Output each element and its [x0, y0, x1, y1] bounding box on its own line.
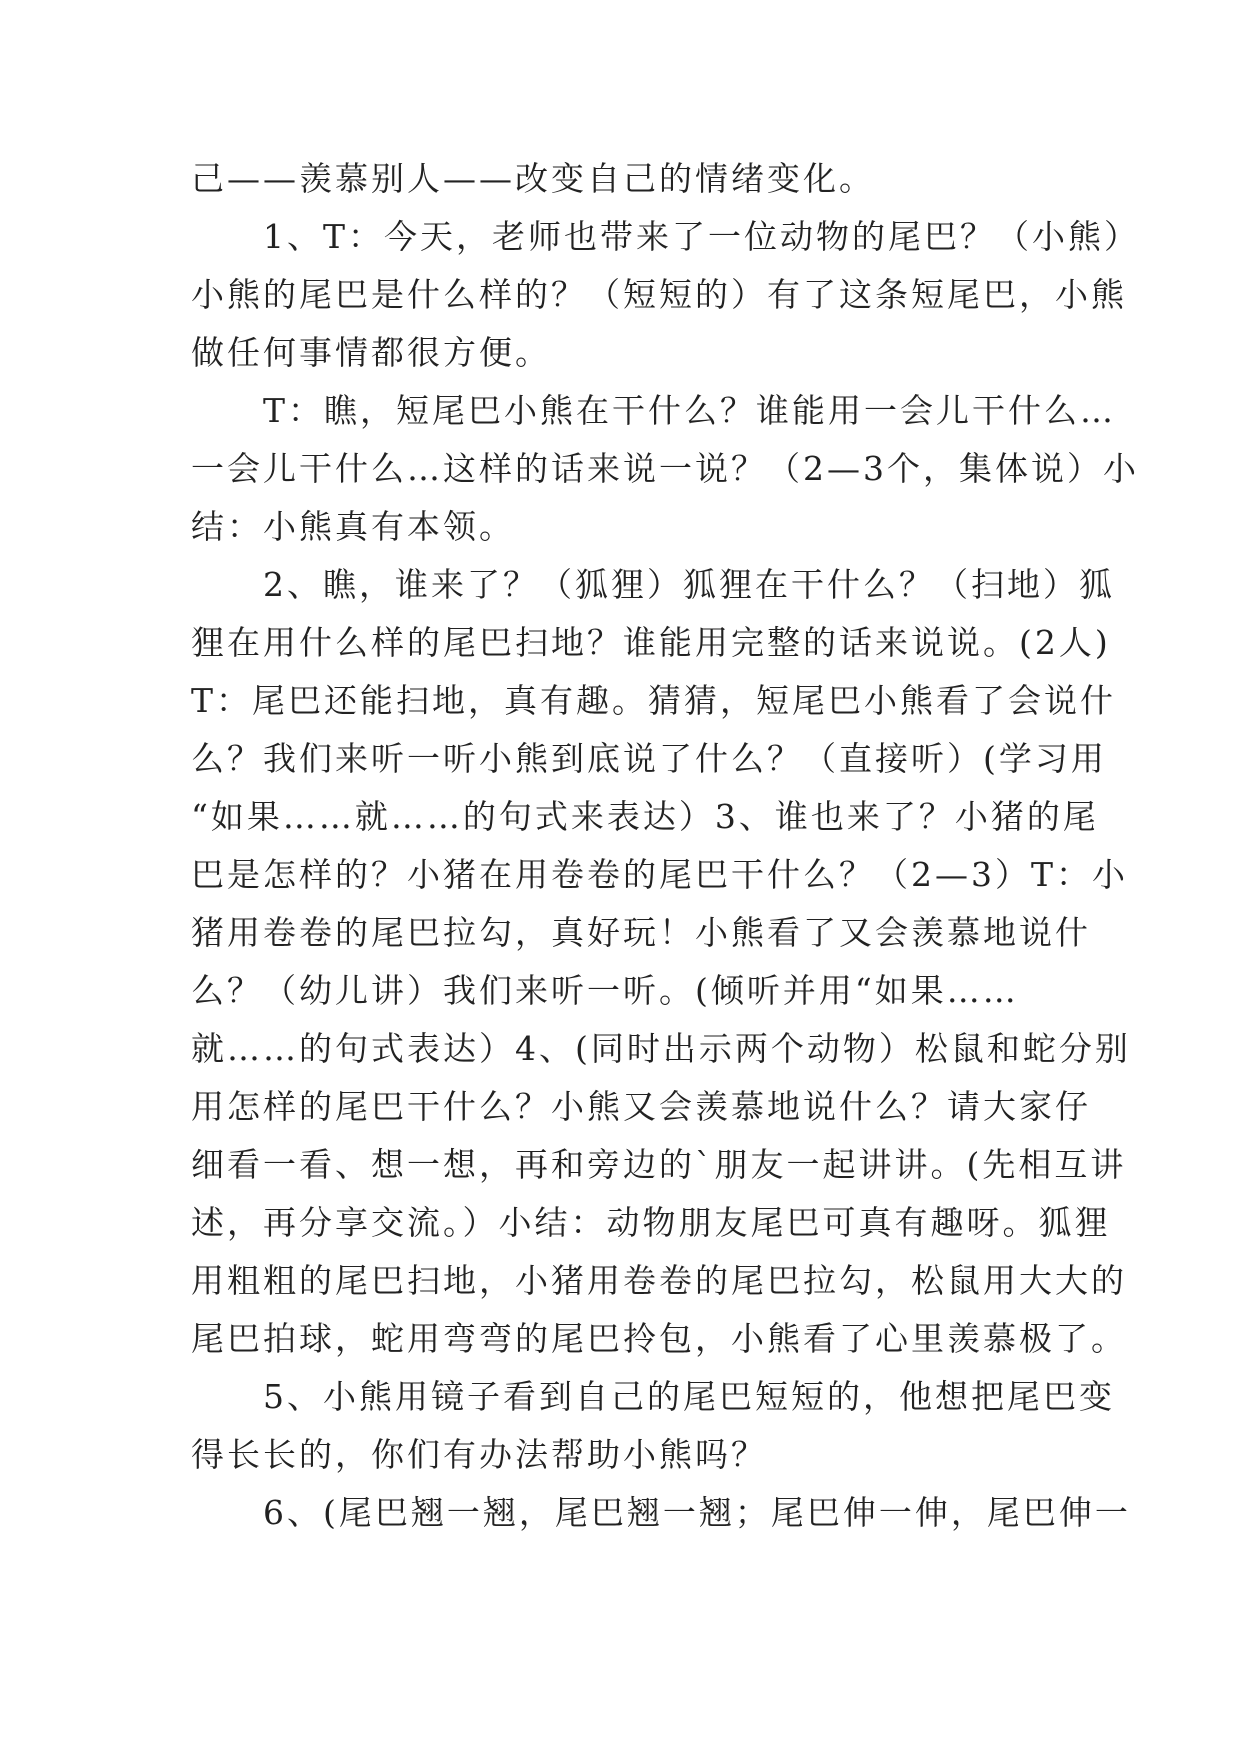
text-line: 尾巴拍球，蛇用弯弯的尾巴拎包，小熊看了心里羡慕极了。	[191, 1319, 1127, 1358]
text-line: 1、T：今天，老师也带来了一位动物的尾巴？（小熊）	[191, 217, 1141, 256]
text-line: 小熊的尾巴是什么样的？（短短的）有了这条短尾巴，小熊	[191, 275, 1127, 314]
text-line: 做任何事情都很方便。	[191, 333, 551, 372]
text-line: 得长长的，你们有办法帮助小熊吗？	[191, 1435, 767, 1474]
text-line: 细看一看、想一想，再和旁边的`朋友一起讲讲。(先相互讲	[191, 1145, 1127, 1184]
text-line: 一会儿干什么…这样的话来说一说？（2—3个，集体说）小	[191, 449, 1139, 488]
text-line: 结：小熊真有本领。	[191, 507, 515, 546]
text-line: 己——羡慕别人——改变自己的情绪变化。	[191, 159, 875, 198]
text-line: 述，再分享交流。）小结：动物朋友尾巴可真有趣呀。狐狸	[191, 1203, 1111, 1242]
text-line: 巴是怎样的？小猪在用卷卷的尾巴干什么？（2—3）T：小	[191, 855, 1129, 894]
text-line: T：尾巴还能扫地，真有趣。猜猜，短尾巴小熊看了会说什	[191, 681, 1117, 720]
body-text	[191, 150, 1141, 1542]
text-line: 就……的句式表达）4、(同时出示两个动物）松鼠和蛇分别	[191, 1029, 1131, 1068]
text-line: 么？我们来听一听小熊到底说了什么？（直接听）(学习用	[191, 739, 1107, 778]
text-line: 用粗粗的尾巴扫地，小猪用卷卷的尾巴拉勾，松鼠用大大的	[191, 1261, 1127, 1300]
text-line: 猪用卷卷的尾巴拉勾，真好玩！小熊看了又会羡慕地说什	[191, 913, 1091, 952]
text-line: T：瞧，短尾巴小熊在干什么？谁能用一会儿干什么…	[191, 391, 1117, 430]
text-line: 6、(尾巴翘一翘，尾巴翘一翘；尾巴伸一伸，尾巴伸一	[191, 1493, 1131, 1532]
text-line: 么？（幼儿讲）我们来听一听。(倾听并用“如果……	[191, 971, 1019, 1010]
text-line: 用怎样的尾巴干什么？小熊又会羡慕地说什么？请大家仔	[191, 1087, 1091, 1126]
text-line: 5、小熊用镜子看到自己的尾巴短短的，他想把尾巴变	[191, 1377, 1115, 1416]
text-line: 狸在用什么样的尾巴扫地？谁能用完整的话来说说。(2人)	[191, 623, 1111, 662]
text-line: “如果……就……的句式来表达）3、谁也来了？小猪的尾	[191, 797, 1099, 836]
text-line: 2、瞧，谁来了？（狐狸）狐狸在干什么？（扫地）狐	[191, 565, 1115, 604]
